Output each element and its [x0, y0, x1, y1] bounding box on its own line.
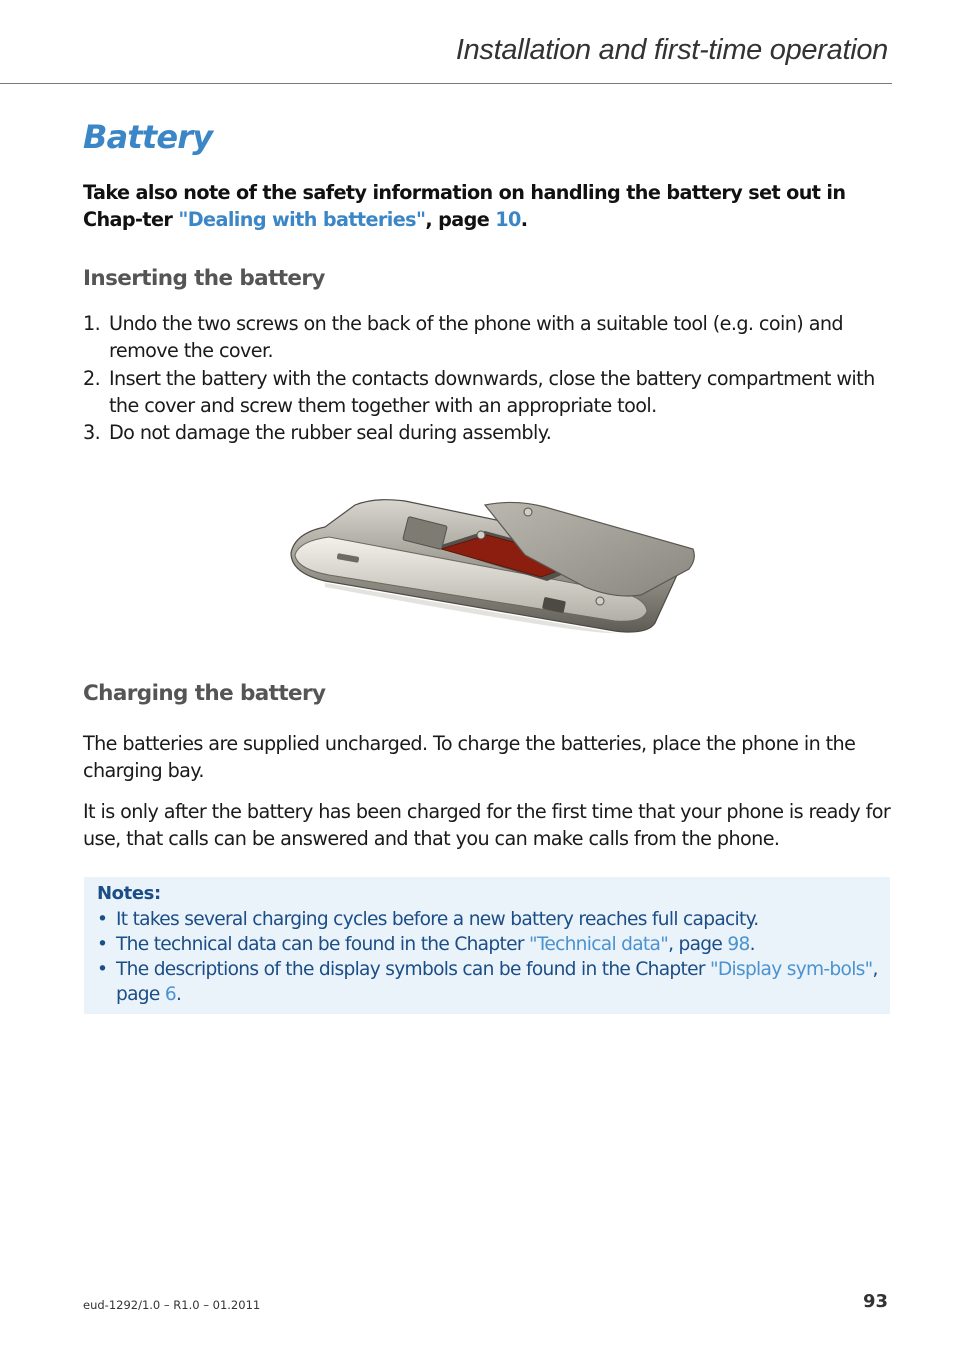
technical-data-link[interactable]: "Technical data" [528, 934, 669, 955]
note-text: . [749, 934, 755, 955]
notes-list [97, 907, 882, 1007]
note-text: , page [668, 934, 728, 955]
note-item [97, 932, 882, 957]
step-item [83, 310, 895, 365]
step-number: 2. [83, 366, 101, 390]
dealing-with-batteries-link[interactable]: "Dealing with batteries" [178, 208, 426, 231]
step-number: 3. [83, 421, 101, 445]
note-text: The technical data can be found in the Chapter [116, 934, 529, 955]
step-item [83, 365, 895, 420]
step-item [83, 419, 895, 446]
note-item [97, 907, 882, 932]
safety-page-link[interactable]: 10 [495, 208, 521, 231]
bullet-icon: • [97, 959, 108, 980]
inserting-battery-heading: Inserting the battery [83, 266, 325, 291]
note-item [97, 957, 882, 1007]
step-text: Insert the battery with the contacts downwards, close the battery compartment with the cover and screw them together with an appropriate tool. [109, 366, 875, 417]
technical-data-page-link[interactable]: 98 [727, 934, 750, 955]
page-title: Battery [83, 118, 213, 156]
safety-note [83, 179, 893, 233]
step-number: 1. [83, 312, 101, 335]
display-symbols-link[interactable]: "Display sym-bols" [710, 959, 873, 980]
phone-battery-illustration [285, 495, 697, 635]
charging-paragraph-1: The batteries are supplied uncharged. To charge the batteries, place the phone in the charging bay. [83, 732, 856, 783]
notes-box [84, 877, 890, 1014]
page-number: 93 [862, 1291, 888, 1312]
safety-text-3: . [520, 208, 528, 231]
note-text: The descriptions of the display symbols can be found in the Chapter [116, 959, 711, 980]
charging-paragraph-2: It is only after the battery has been charged for the first time that your phone is ready for use, that calls can be answered and that you can make calls from the phone. [83, 800, 891, 851]
header-divider [0, 83, 892, 84]
note-text: It takes several charging cycles before a new battery reaches full capacity. [116, 909, 759, 930]
bullet-icon: • [97, 909, 108, 930]
document-code: eud-1292/1.0 – R1.0 – 01.2011 [83, 1298, 261, 1312]
safety-text-1: Take also note of the safety information on handling the battery set out in Chap-ter [83, 181, 846, 231]
note-text: . [176, 984, 182, 1005]
step-text: Do not damage the rubber seal during assembly. [109, 421, 552, 445]
charging-battery-heading: Charging the battery [83, 681, 326, 706]
step-text: Undo the two screws on the back of the phone with a suitable tool (e.g. coin) and remove the cover. [109, 312, 843, 363]
display-symbols-page-link[interactable]: 6 [164, 984, 176, 1005]
bullet-icon: • [97, 934, 108, 955]
notes-title: Notes: [97, 883, 161, 904]
inserting-steps-list [83, 310, 895, 446]
note-text: , page [116, 959, 878, 1005]
running-header-title: Installation and first-time operation [455, 34, 888, 66]
safety-text-2: , page [425, 208, 496, 231]
